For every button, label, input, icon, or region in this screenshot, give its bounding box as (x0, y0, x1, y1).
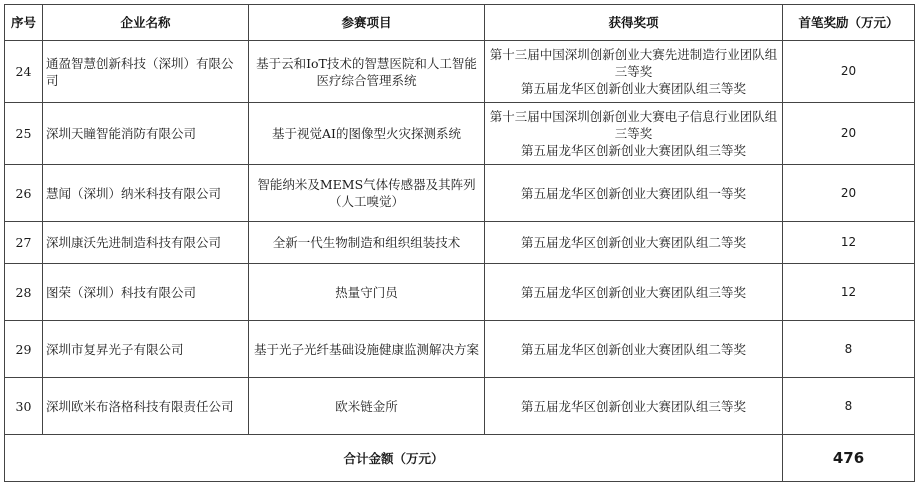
row-index: 26 (5, 165, 43, 222)
row-index: 27 (5, 222, 43, 264)
project-name: 智能纳米及MEMS气体传感器及其阵列（人工嗅觉） (249, 165, 485, 222)
table-row (5, 222, 915, 264)
company-name: 通盈智慧创新科技（深圳）有限公司 (43, 41, 249, 103)
company-name: 深圳欧米布洛格科技有限责任公司 (43, 378, 249, 435)
award-cell (485, 165, 783, 222)
award-line: 第五届龙华区创新创业大赛团队组二等奖 (520, 235, 746, 250)
row-index: 29 (5, 321, 43, 378)
company-name: 慧闻（深圳）纳米科技有限公司 (43, 165, 249, 222)
project-name: 全新一代生物制造和组织组装技术 (249, 222, 485, 264)
award-cell (485, 103, 783, 165)
table-row (5, 165, 915, 222)
table-row (5, 264, 915, 321)
award-line: 第五届龙华区创新创业大赛团队组三等奖 (520, 284, 746, 300)
company-name: 深圳康沃先进制造科技有限公司 (43, 222, 249, 264)
header-award: 获得奖项 (485, 5, 783, 41)
award-line: 第十三届中国深圳创新创业大赛电子信息行业团队组三等奖 (489, 109, 778, 141)
award-line: 第十三届中国深圳创新创业大赛先进制造行业团队组三等奖 (489, 47, 778, 79)
header-company: 企业名称 (43, 5, 249, 41)
award-cell (485, 264, 783, 321)
total-row (5, 435, 915, 482)
award-amount: 20 (783, 165, 915, 222)
award-amount: 8 (783, 378, 915, 435)
total-label: 合计金额（万元） (5, 435, 783, 482)
total-value: 476 (783, 435, 915, 482)
award-amount: 20 (783, 41, 915, 103)
table-row (5, 41, 915, 103)
award-cell (485, 41, 783, 103)
row-index: 24 (5, 41, 43, 103)
header-row (5, 5, 915, 41)
table-row (5, 103, 915, 165)
award-amount: 12 (783, 222, 915, 264)
header-index: 序号 (5, 5, 43, 41)
award-amount: 8 (783, 321, 915, 378)
award-amount: 20 (783, 103, 915, 165)
project-name: 欧米链金所 (249, 378, 485, 435)
company-name: 深圳天瞳智能消防有限公司 (43, 103, 249, 165)
project-name: 基于云和IoT技术的智慧医院和人工智能医疗综合管理系统 (249, 41, 485, 103)
award-line: 第五届龙华区创新创业大赛团队组二等奖 (520, 341, 746, 357)
award-line: 第五届龙华区创新创业大赛团队组三等奖 (520, 398, 746, 414)
award-cell (485, 378, 783, 435)
row-index: 28 (5, 264, 43, 321)
awards-table (4, 4, 915, 482)
award-amount: 12 (783, 264, 915, 321)
project-name: 基于视觉AI的图像型火灾探测系统 (249, 103, 485, 165)
header-project: 参赛项目 (249, 5, 485, 41)
award-line: 第五届龙华区创新创业大赛团队组三等奖 (520, 143, 746, 158)
project-name: 基于光子光纤基础设施健康监测解决方案 (249, 321, 485, 378)
company-name: 深圳市复昇光子有限公司 (43, 321, 249, 378)
header-amount: 首笔奖励（万元） (783, 5, 915, 41)
table-row (5, 321, 915, 378)
award-cell (485, 321, 783, 378)
project-name: 热量守门员 (249, 264, 485, 321)
award-line: 第五届龙华区创新创业大赛团队组三等奖 (520, 81, 746, 96)
row-index: 25 (5, 103, 43, 165)
row-index: 30 (5, 378, 43, 435)
table-row (5, 378, 915, 435)
award-cell (485, 222, 783, 264)
award-line: 第五届龙华区创新创业大赛团队组一等奖 (520, 185, 746, 201)
company-name: 图荣（深圳）科技有限公司 (43, 264, 249, 321)
